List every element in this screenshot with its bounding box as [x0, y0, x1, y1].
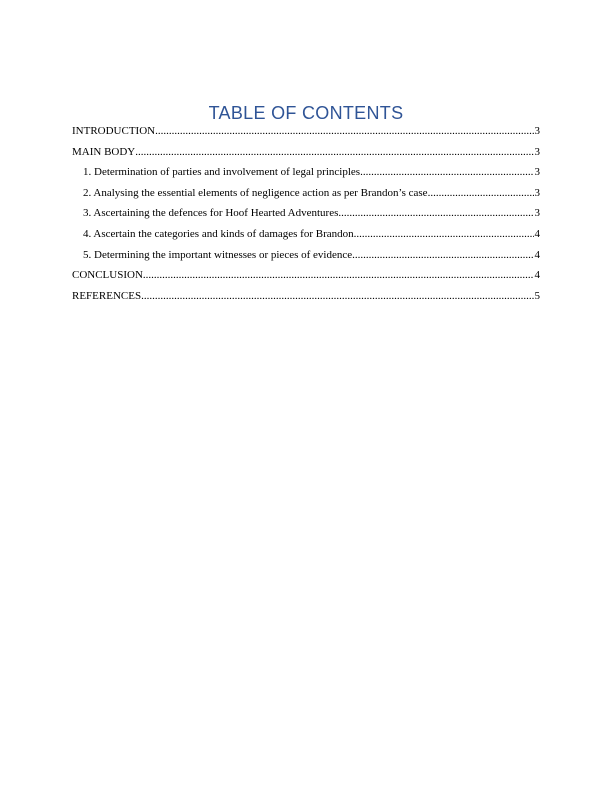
toc-dot-leader	[141, 287, 533, 305]
toc-dot-leader	[354, 225, 534, 243]
toc-entry-section-1[interactable]	[72, 163, 540, 184]
toc-entry-conclusion[interactable]	[72, 266, 540, 287]
toc-dot-leader	[338, 204, 533, 222]
toc-dot-leader	[155, 122, 533, 140]
toc-entry-section-2[interactable]	[72, 184, 540, 205]
toc-entry-main-body[interactable]	[72, 143, 540, 164]
toc-page-number: 3	[534, 166, 540, 179]
toc-page-number: 3	[534, 125, 540, 137]
toc-entry-section-3[interactable]	[72, 204, 540, 225]
toc-entry-section-5[interactable]	[72, 246, 540, 267]
toc-entry-text: REFERENCES	[72, 289, 142, 302]
toc-dot-leader	[428, 184, 534, 202]
toc-page-number: 4	[534, 269, 540, 282]
toc-entry-text: 3. Ascertaining the defences for Hoof Hearted Adventures	[83, 207, 339, 220]
toc-entry-text: INTRODUCTION	[72, 125, 156, 137]
toc-entry-text: 4. Ascertain the categories and kinds of damages for Brandon	[83, 227, 354, 240]
toc-entry-section-4[interactable]	[72, 225, 540, 246]
toc-entry-text: 1. Determination of parties and involvement of legal principles	[83, 166, 361, 179]
toc-entry-references[interactable]	[72, 287, 540, 308]
toc-dot-leader	[360, 163, 533, 181]
toc-page-number: 4	[534, 227, 540, 240]
toc-page-number: 3	[534, 186, 540, 199]
toc-entry-text: 2. Analysing the essential elements of negligence action as per Brandon’s case	[83, 186, 428, 199]
toc-entry-introduction[interactable]	[72, 122, 540, 143]
toc-entry-text: CONCLUSION	[72, 269, 143, 282]
toc-page-number: 5	[534, 289, 540, 302]
toc-page-number: 3	[534, 207, 540, 220]
toc-page-number: 4	[534, 248, 540, 261]
toc-title: TABLE OF CONTENTS	[208, 103, 404, 123]
toc-dot-leader	[352, 246, 533, 264]
toc-list	[72, 122, 540, 307]
toc-page-number: 3	[534, 145, 540, 158]
toc-dot-leader	[135, 143, 533, 161]
toc-entry-text: MAIN BODY	[72, 145, 136, 158]
toc-dot-leader	[143, 266, 534, 284]
toc-entry-text: 5. Determining the important witnesses or pieces of evidence	[83, 248, 353, 261]
